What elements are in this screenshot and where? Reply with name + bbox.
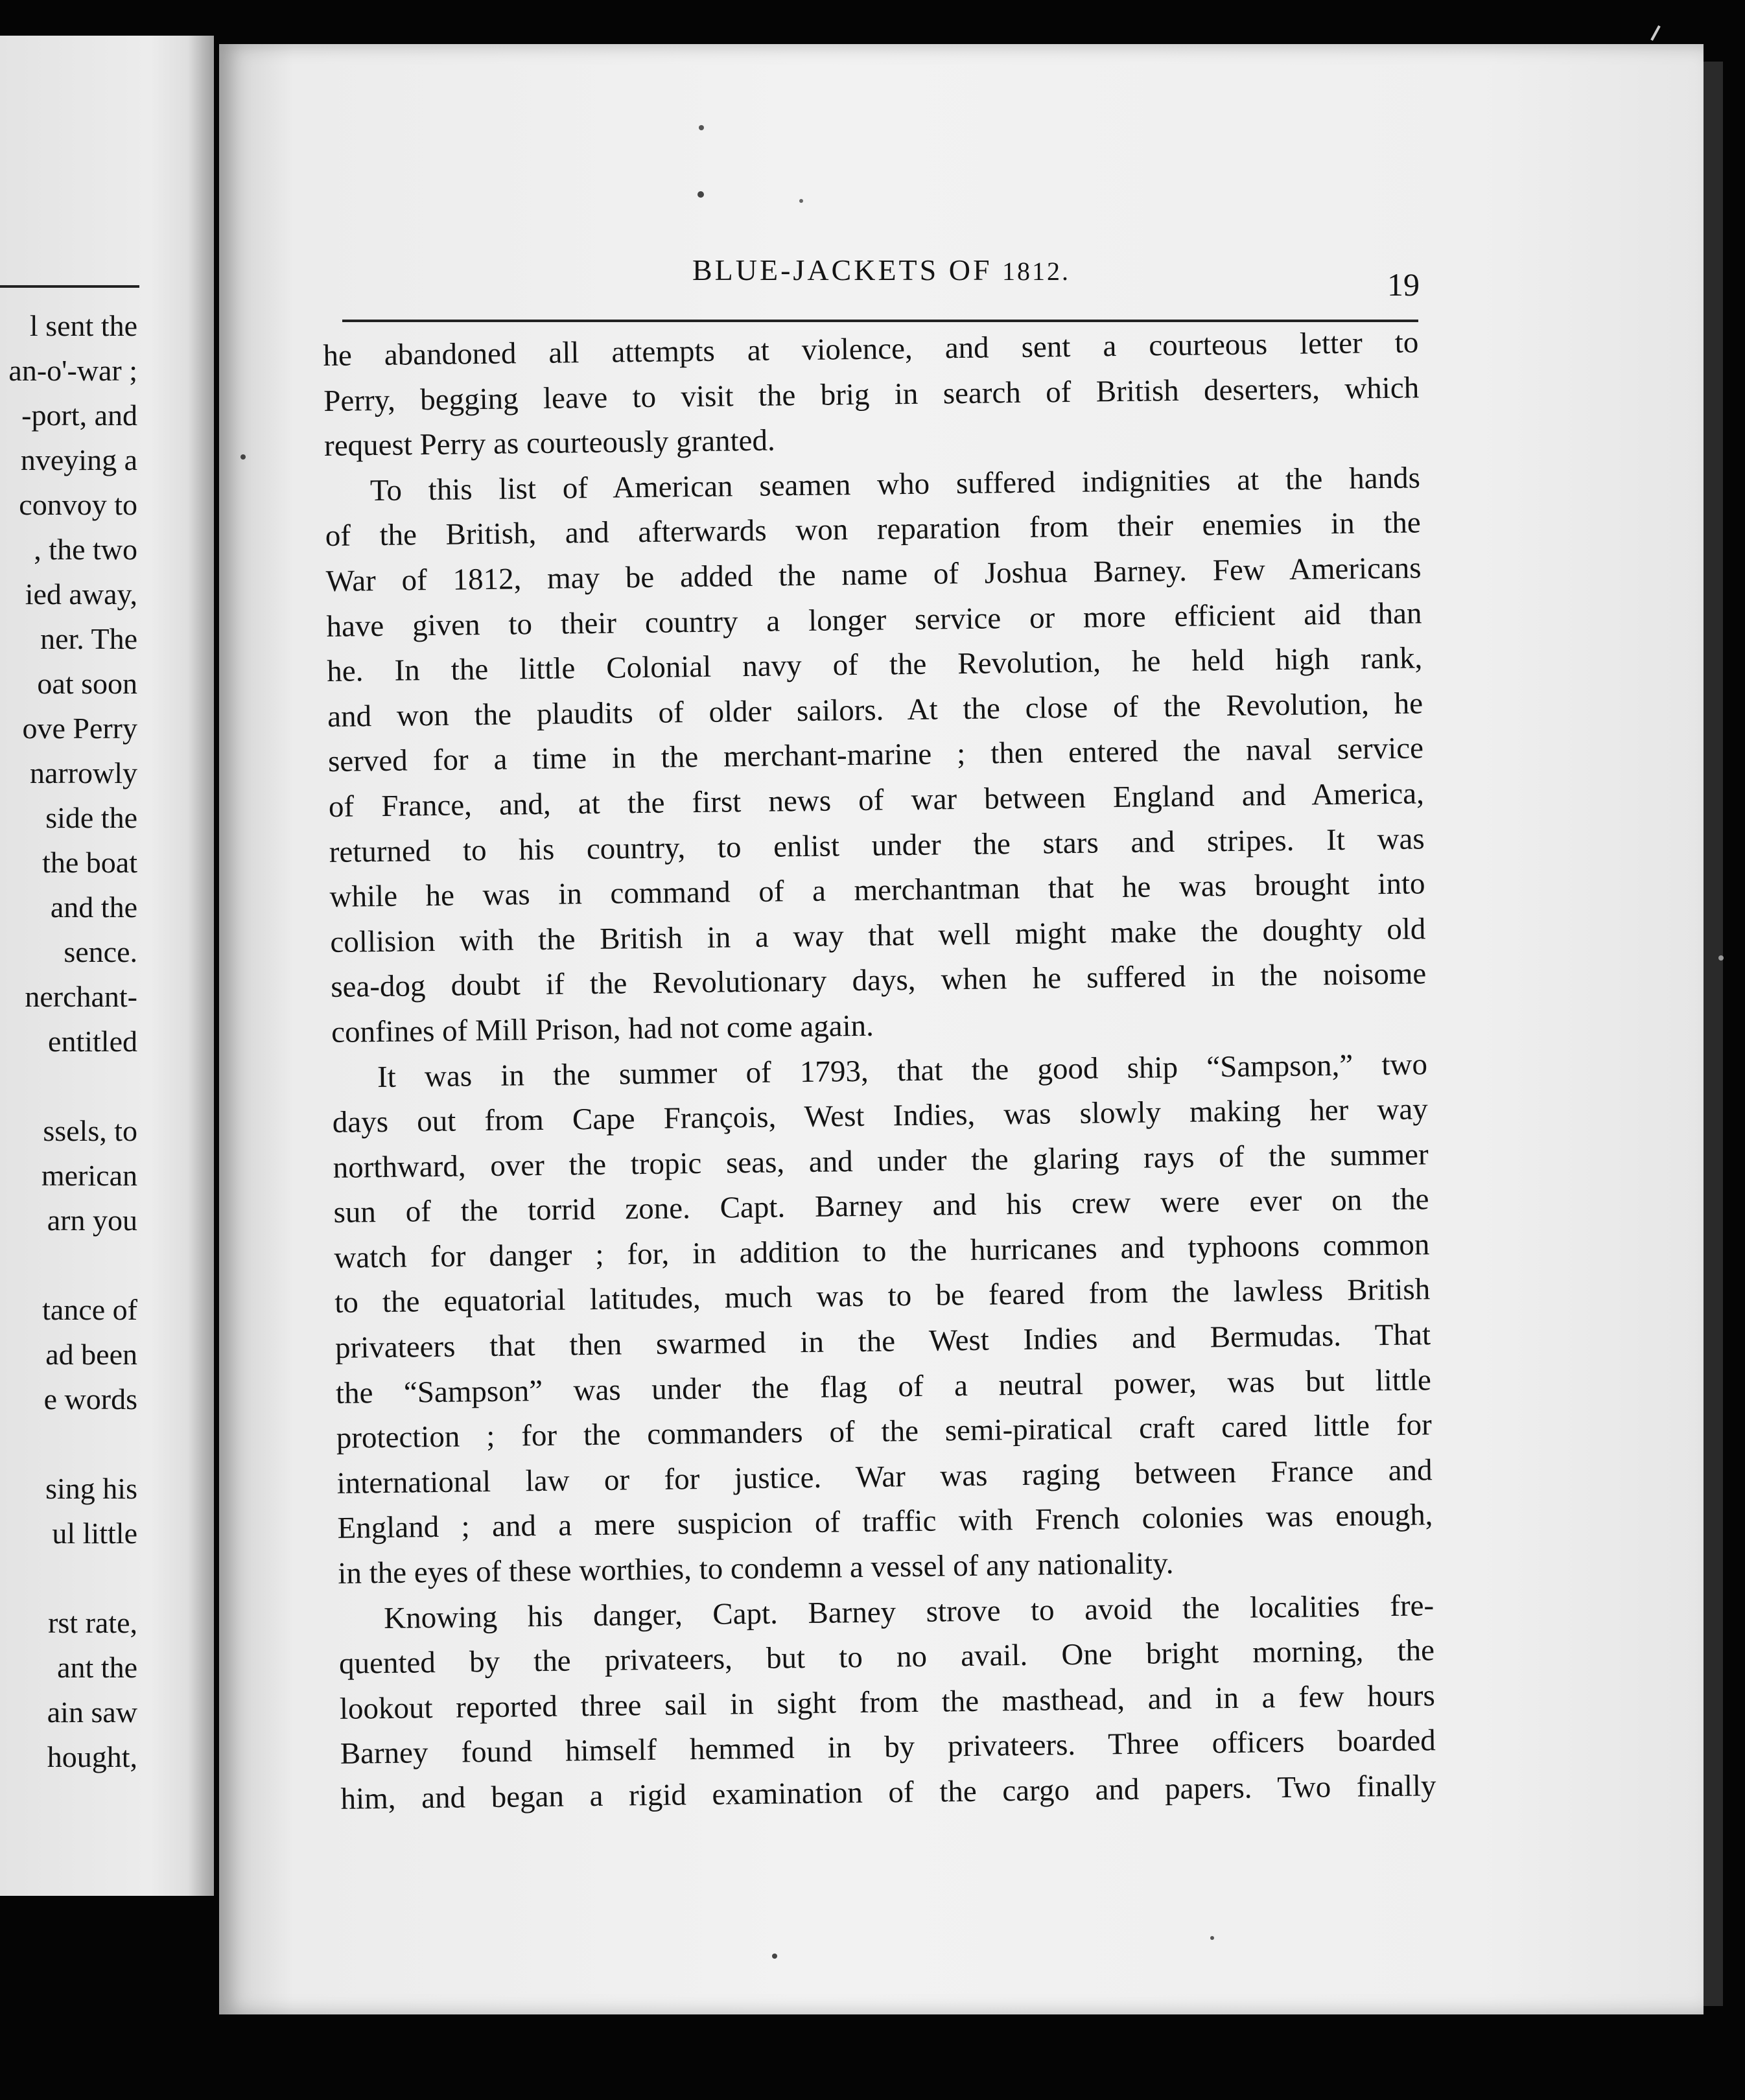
facing-line: e words	[43, 1382, 137, 1416]
text-line: he abandoned all attempts at violence, and sent a courteous letter to	[323, 325, 1419, 373]
facing-line: tance of	[42, 1293, 137, 1326]
running-title: BLUE-JACKETS OF	[692, 253, 1003, 286]
speck	[1718, 955, 1724, 961]
facing-line: sence.	[64, 935, 137, 968]
text-line: while he was in command of a merchantman that he was brought into	[329, 867, 1425, 915]
text-line: days out from Cape François, West Indies, was slowly making her way	[332, 1092, 1429, 1140]
text-line: War of 1812, may be added the name of Joshua Barney. Few Americans	[325, 551, 1422, 598]
text-line: and won the plaudits of older sailors. At the close of the Revolution, he	[327, 686, 1423, 734]
speck	[772, 1954, 777, 1959]
text-line: Knowing his danger, Capt. Barney strove to avoid the localities fre-	[383, 1588, 1435, 1635]
facing-line: l sent the	[29, 309, 137, 342]
text-line: collision with the British in a way that well might make the doughty old	[330, 912, 1426, 959]
facing-line: entitled	[48, 1025, 137, 1058]
speck	[699, 125, 704, 130]
facing-line: an-o'-war ;	[8, 354, 137, 387]
facing-line: , the two	[34, 533, 137, 566]
text-line: request Perry as courteously granted.	[323, 423, 776, 463]
running-year: 1812.	[1002, 257, 1071, 286]
facing-line: oat soon	[37, 667, 137, 700]
text-line: returned to his country, to enlist under the stars and stripes. It was	[329, 821, 1425, 869]
text-line: privateers that then swarmed in the West Indies and Bermudas. That	[334, 1318, 1431, 1365]
facing-line: ain saw	[47, 1696, 137, 1729]
speck	[697, 191, 704, 198]
text-line: the “Sampson” was under the flag of a neutral power, was but little	[335, 1362, 1432, 1410]
text-line: Perry, begging leave to visit the brig in search of British deserters, which	[323, 370, 1420, 418]
text-line: confines of Mill Prison, had not come again.	[331, 1009, 874, 1049]
text-line: England ; and a mere suspicion of traffic with French colonies was enough,	[337, 1498, 1433, 1546]
text-line: international law or for justice. War was raging between France and	[336, 1453, 1433, 1500]
facing-line: nveying a	[20, 443, 137, 476]
text-line: Barney found himself hemmed in by privateers. Three officers boarded	[340, 1723, 1436, 1771]
speck	[1652, 26, 1659, 40]
text-line: protection ; for the commanders of the semi-piratical craft cared little for	[336, 1408, 1433, 1456]
text-line: watch for danger ; for, in addition to the hurricanes and typhoons common	[334, 1228, 1430, 1275]
facing-line: and the	[50, 891, 137, 924]
facing-line: nerchant-	[25, 980, 137, 1013]
facing-line: ant the	[57, 1651, 137, 1684]
text-line: to the equatorial latitudes, much was to be feared from the lawless British	[334, 1272, 1431, 1320]
facing-line: merican	[41, 1159, 137, 1192]
facing-line: ad been	[45, 1338, 137, 1371]
facing-line: ied away,	[25, 578, 137, 611]
text-line: served for a time in the merchant-marine ; then entered the naval service	[327, 731, 1424, 779]
text-line: To this list of American seamen who suffered indignities at the hands	[369, 461, 1421, 508]
text-line: him, and began a rigid examination of the cargo and papers. Two finally	[340, 1769, 1436, 1816]
facing-line: narrowly	[29, 756, 137, 789]
text-line: It was in the summer of 1793, that the good ship “Sampson,” two	[377, 1047, 1428, 1094]
facing-line: ul little	[52, 1517, 137, 1550]
facing-line: ner. The	[40, 622, 137, 655]
facing-line: the boat	[42, 846, 137, 879]
text-line: lookout reported three sail in sight from the masthead, and in a few hours	[339, 1679, 1436, 1726]
text-line: in the eyes of these worthies, to condemn a vessel of any nationality.	[338, 1546, 1174, 1591]
text-line: sea-dog doubt if the Revolutionary days, when he suffered in the noisome	[331, 957, 1427, 1005]
text-line: sun of the torrid zone. Capt. Barney and his crew were ever on the	[333, 1182, 1429, 1230]
facing-line: convoy to	[19, 488, 137, 521]
facing-line: ove Perry	[22, 712, 137, 745]
text-line: of the British, and afterwards won reparation from their enemies in the	[325, 506, 1422, 554]
facing-line: ssels, to	[43, 1114, 137, 1147]
text-line: he. In the little Colonial navy of the Revolution, he held high rank,	[327, 641, 1423, 689]
text-line: of France, and, at the first news of war between England and America,	[328, 776, 1425, 824]
facing-line: rst rate,	[48, 1606, 137, 1639]
text-line: quented by the privateers, but to no avail. One bright morning, the	[338, 1633, 1435, 1681]
facing-line: sing his	[45, 1472, 137, 1505]
speck	[240, 454, 246, 460]
speck	[799, 199, 803, 203]
text-line: northward, over the tropic seas, and under the glaring rays of the summer	[333, 1137, 1429, 1185]
page-number: 19	[1387, 266, 1420, 303]
facing-line: -port, and	[21, 399, 137, 432]
facing-line: side the	[45, 801, 137, 834]
facing-line: arn you	[47, 1204, 137, 1237]
text-line: have given to their country a longer service or more efficient aid than	[326, 596, 1422, 644]
speck	[1210, 1936, 1214, 1940]
facing-line: hought,	[47, 1740, 137, 1773]
